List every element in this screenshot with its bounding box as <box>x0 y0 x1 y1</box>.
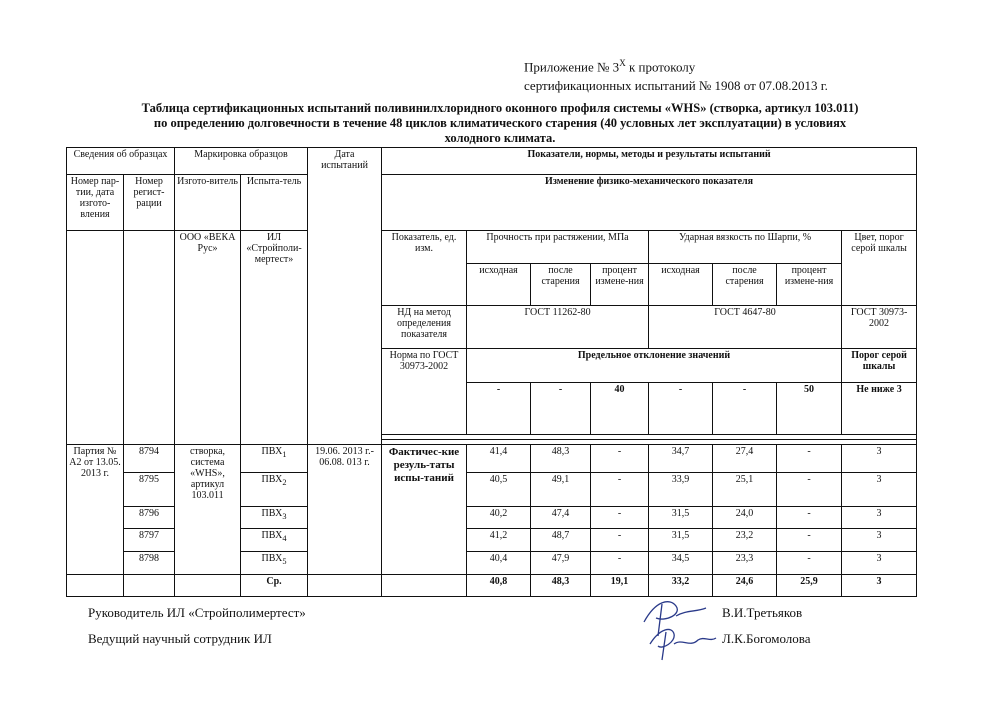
h-tensile-strength: Прочность при растяжении, МПа <box>467 231 649 264</box>
value-cell: 40,4 <box>467 552 531 575</box>
regnum-blank <box>124 231 175 445</box>
sample-description: створка, система «WHS», артикул 103.011 <box>175 445 241 575</box>
norm-impact-initial: - <box>649 383 713 435</box>
appendix-number: Приложение № 3 <box>524 59 620 75</box>
h-sample-marking: Маркировка образцов <box>175 148 308 175</box>
value-cell: 48,3 <box>531 445 591 473</box>
value-cell: 47,9 <box>531 552 591 575</box>
value-cell: - <box>591 529 649 552</box>
nd-strength: ГОСТ 11262-80 <box>467 306 649 349</box>
norm-impact-after: - <box>713 383 777 435</box>
appendix-line-2: сертификационных испытаний № 1908 от 07.08.2013 г. <box>524 78 828 94</box>
avg-value: 24,6 <box>713 575 777 597</box>
value-cell: - <box>591 507 649 529</box>
value-cell: 3 <box>842 445 917 473</box>
h-impact-initial: исходная <box>649 264 713 306</box>
avg-blank-3 <box>175 575 241 597</box>
reg-number: 8794 <box>124 445 175 473</box>
signature-2 <box>650 629 716 660</box>
h-impact-percent: процент измене-ния <box>777 264 842 306</box>
h-strength-initial: исходная <box>467 264 531 306</box>
value-cell: - <box>777 445 842 473</box>
value-cell: 47,4 <box>531 507 591 529</box>
value-cell: 3 <box>842 507 917 529</box>
h-strength-after: после старения <box>531 264 591 306</box>
value-cell: - <box>591 445 649 473</box>
avg-blank-5 <box>382 575 467 597</box>
value-cell: 24,0 <box>713 507 777 529</box>
value-cell: 40,5 <box>467 473 531 507</box>
value-cell: 27,4 <box>713 445 777 473</box>
h-party: Номер пар-тии, дата изгото-вления <box>67 175 124 231</box>
value-cell: 40,2 <box>467 507 531 529</box>
limit-deviation: Предельное отклонение значений <box>467 349 842 383</box>
reg-number: 8798 <box>124 552 175 575</box>
table-title <box>95 101 905 146</box>
tester-sample: $ПВХ_3$ <box>241 507 308 529</box>
h-sample-info: Сведения об образцах <box>67 148 175 175</box>
results-table <box>66 147 917 597</box>
appendix-header <box>524 54 828 95</box>
tester-sample: $ПВХ_1$ <box>241 445 308 473</box>
value-cell: 31,5 <box>649 507 713 529</box>
signatory-names <box>722 600 811 652</box>
value-cell: 33,9 <box>649 473 713 507</box>
nd-color: ГОСТ 30973-2002 <box>842 306 917 349</box>
value-cell: - <box>591 552 649 575</box>
norm-impact-percent: 50 <box>777 383 842 435</box>
value-cell: 34,5 <box>649 552 713 575</box>
norm-strength-after: - <box>531 383 591 435</box>
h-indicator-unit: Показатель, ед. изм. <box>382 231 467 306</box>
h-test-date: Дата испытаний <box>308 148 382 445</box>
h-indicators: Показатели, нормы, методы и результаты испытаний <box>382 148 917 175</box>
grey-threshold: Порог серой шкалы <box>842 349 917 383</box>
role-researcher: Ведущий научный сотрудник ИЛ <box>88 631 272 646</box>
signature-1 <box>644 602 706 636</box>
appendix-line-1 <box>524 54 828 76</box>
test-dates: 19.06. 2013 г.- 06.08. 013 г. <box>308 445 382 575</box>
name-researcher: Л.К.Богомолова <box>722 631 811 646</box>
h-impact-after: после старения <box>713 264 777 306</box>
value-cell: 49,1 <box>531 473 591 507</box>
h-strength-percent: процент измене-ния <box>591 264 649 306</box>
h-maker: Изгото-витель <box>175 175 241 231</box>
h-regnum: Номер регист-рации <box>124 175 175 231</box>
title-line-1: Таблица сертификационных испытаний поливинилхлоридного оконного профиля системы «WHS» (створка, артикул 103.011) <box>141 101 859 115</box>
role-head: Руководитель ИЛ «Стройполимертест» <box>88 605 306 620</box>
nd-impact: ГОСТ 4647-80 <box>649 306 842 349</box>
value-cell: - <box>777 507 842 529</box>
tester-value: ИЛ «Стройполи-мертест» <box>241 231 308 445</box>
reg-number: 8797 <box>124 529 175 552</box>
tester-sample: $ПВХ_5$ <box>241 552 308 575</box>
avg-value: 3 <box>842 575 917 597</box>
tester-sample: $ПВХ_2$ <box>241 473 308 507</box>
norm-strength-percent: 40 <box>591 383 649 435</box>
title-line-2: по определению долговечности в течение 48 циклов климатического старения (40 условных лет эксплуатации) в условиях <box>153 116 847 130</box>
avg-value: 25,9 <box>777 575 842 597</box>
nd-label: НД на метод определения показателя <box>382 306 467 349</box>
value-cell: - <box>777 552 842 575</box>
fact-label: Фактичес-кие резуль-таты испы-таний <box>382 445 467 575</box>
value-cell: 25,1 <box>713 473 777 507</box>
value-cell: 41,2 <box>467 529 531 552</box>
value-cell: - <box>591 473 649 507</box>
value-cell: 34,7 <box>649 445 713 473</box>
avg-value: 19,1 <box>591 575 649 597</box>
title-line-3: холодного климата. <box>444 131 556 145</box>
norm-color: Не ниже 3 <box>842 383 917 435</box>
avg-blank-4 <box>308 575 382 597</box>
tester-sample: $ПВХ_4$ <box>241 529 308 552</box>
avg-label: Ср. <box>241 575 308 597</box>
reg-number: 8796 <box>124 507 175 529</box>
average-row <box>67 575 917 597</box>
value-cell: 23,2 <box>713 529 777 552</box>
avg-blank-2 <box>124 575 175 597</box>
signatory-roles <box>88 600 306 652</box>
reg-number: 8795 <box>124 473 175 507</box>
value-cell: 3 <box>842 473 917 507</box>
handwritten-signatures <box>636 592 726 664</box>
party-blank <box>67 231 124 445</box>
appendix-superscript: X <box>619 58 626 68</box>
party-value: Партия № А2 от 13.05. 2013 г. <box>67 445 124 575</box>
norm-strength-initial: - <box>467 383 531 435</box>
avg-blank-1 <box>67 575 124 597</box>
maker-value: ООО «ВЕКА Рус» <box>175 231 241 445</box>
h-impact-strength: Ударная вязкость по Шарпи, % <box>649 231 842 264</box>
value-cell: - <box>777 473 842 507</box>
value-cell: 3 <box>842 552 917 575</box>
h-tester: Испыта-тель <box>241 175 308 231</box>
value-cell: 31,5 <box>649 529 713 552</box>
value-cell: 23,3 <box>713 552 777 575</box>
avg-value: 40,8 <box>467 575 531 597</box>
value-cell: - <box>777 529 842 552</box>
table-row <box>67 445 917 473</box>
appendix-protocol-word: к протоколу <box>625 59 696 75</box>
name-head: В.И.Третьяков <box>722 605 803 620</box>
value-cell: 3 <box>842 529 917 552</box>
h-change: Изменение физико-механического показателя <box>382 175 917 231</box>
value-cell: 41,4 <box>467 445 531 473</box>
value-cell: 48,7 <box>531 529 591 552</box>
avg-value: 33,2 <box>649 575 713 597</box>
avg-value: 48,3 <box>531 575 591 597</box>
norm-label: Норма по ГОСТ 30973-2002 <box>382 349 467 435</box>
h-color-threshold: Цвет, порог серой шкалы <box>842 231 917 306</box>
